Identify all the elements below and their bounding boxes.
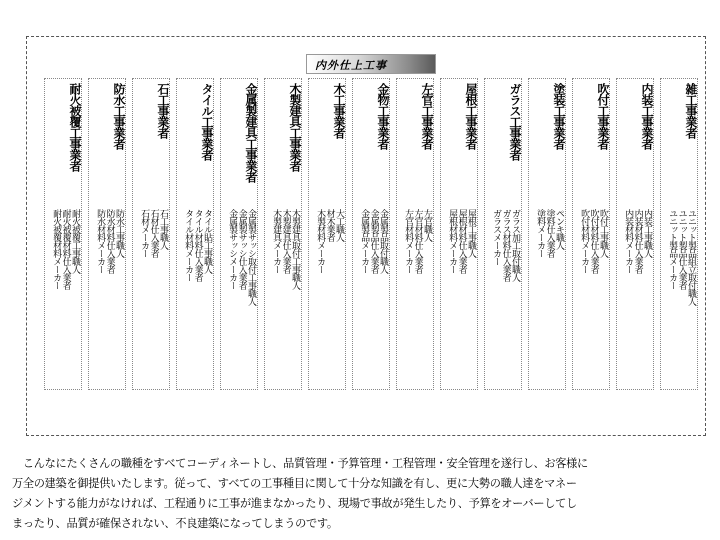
- trade-member: タイル貼工事職人: [202, 209, 212, 273]
- trade-name: 石工事業者: [156, 83, 170, 138]
- trade-column: [484, 78, 522, 390]
- trade-member: 内装材料仕入業者: [632, 209, 643, 273]
- trade-member-list: [491, 209, 519, 385]
- trade-member: 石工事職人: [158, 209, 168, 249]
- trade-member: 耐火被覆材料メーカー: [51, 209, 62, 289]
- trade-member: 塗料仕入業者: [544, 209, 555, 257]
- trade-member: ガラスメーカー: [491, 209, 502, 265]
- trade-name: 金物工事業者: [376, 83, 390, 149]
- trade-member: 木製建具メーカー: [271, 209, 282, 273]
- trade-name: 吹付工事業者: [596, 83, 610, 149]
- trade-member-list: [359, 209, 387, 385]
- trade-column: [308, 78, 346, 390]
- trade-member: ユニット製品メーカー: [667, 209, 678, 289]
- trade-member: 木製材料メーカー: [315, 209, 326, 273]
- trade-member: ユニット製品仕入業者: [676, 209, 687, 289]
- trade-member-list: [139, 209, 167, 385]
- trade-member: タイル材料仕入業者: [192, 209, 203, 281]
- trade-name: 屋根工事業者: [464, 83, 478, 149]
- description-line: まったり、品質が確保されない、不良建築になってしまうのです。: [12, 517, 338, 530]
- trade-name: 木工事業者: [332, 83, 346, 138]
- trade-column: [660, 78, 698, 390]
- trade-member: 防水材料メーカー: [95, 209, 106, 273]
- trade-column: [88, 78, 126, 390]
- trade-member-list: [227, 209, 255, 385]
- trade-column: [132, 78, 170, 390]
- trade-member-list: [447, 209, 475, 385]
- trade-column: [176, 78, 214, 390]
- trade-member-list: [315, 209, 343, 385]
- trade-member: 石材仕入業者: [148, 209, 159, 257]
- trade-name: 雑工事業者: [684, 83, 698, 138]
- trade-member: ガラス材料仕入業者: [500, 209, 511, 281]
- trade-column: [220, 78, 258, 390]
- trade-member: 防水工事職人: [114, 209, 124, 257]
- trade-member-list: [667, 209, 695, 385]
- trade-member: 金属製サッシメーカー: [227, 209, 238, 289]
- trade-member-list: [403, 209, 431, 385]
- trade-member: ユニット製品組立取付職人: [686, 209, 696, 305]
- trade-member: ガラス加工取付職人: [510, 209, 520, 281]
- trade-member-list: [623, 209, 651, 385]
- trade-member: 材木業者: [324, 209, 335, 241]
- trade-member: 内装工事職人: [642, 209, 652, 257]
- trade-member: 金属製品仕入業者: [368, 209, 379, 273]
- trade-member: 金属製品メーカー: [359, 209, 370, 273]
- trade-member: 吹付材料仕入業者: [588, 209, 599, 273]
- trade-member: 石材メーカー: [139, 209, 150, 257]
- trade-member-list: [579, 209, 607, 385]
- trade-member: 耐火被覆材料仕入業者: [60, 209, 71, 289]
- trade-member: 金属製サッシ取付工事職人: [246, 209, 256, 305]
- trade-member: 左官職人: [422, 209, 432, 241]
- trade-column: [572, 78, 610, 390]
- trade-member: 左官材料メーカー: [403, 209, 414, 273]
- trade-column: [440, 78, 478, 390]
- trade-column: [352, 78, 390, 390]
- trade-member-list: [51, 209, 79, 385]
- trade-name: 内装工事業者: [640, 83, 654, 149]
- trade-column: [528, 78, 566, 390]
- trade-name: 耐火被覆工事業者: [68, 83, 82, 171]
- trade-member: 木製建具取付工事職人: [290, 209, 300, 289]
- trade-member: 防水材料仕入業者: [104, 209, 115, 273]
- trade-name: 金属製建具工事業者: [244, 83, 258, 182]
- trade-name: 塗装工事業者: [552, 83, 566, 149]
- trade-member-list: [95, 209, 123, 385]
- trade-member: 金属製品取付職人: [378, 209, 388, 273]
- diagram-title: 内外仕上工事: [315, 59, 387, 72]
- trade-name: 防水工事業者: [112, 83, 126, 149]
- description-line: 万全の建築を御提供いたします。従って、すべての工事種目に関して十分な知識を有し、更に大勢の職人達をマネー: [12, 477, 577, 490]
- trade-member: 金属製サッシ仕入業者: [236, 209, 247, 289]
- trade-column: [616, 78, 654, 390]
- trade-member: 左官材料仕入業者: [412, 209, 423, 273]
- trade-name: ガラス工事業者: [508, 83, 522, 160]
- description-text: [12, 454, 712, 534]
- description-line: ジメントする能力がなければ、工程通りに工事が進まなかったり、現場で事故が発生したり、予算をオーバーしてし: [12, 497, 577, 510]
- trade-member: 吹付工事職人: [598, 209, 608, 257]
- trade-member: 塗料メーカー: [535, 209, 546, 257]
- trade-member: 屋根材料仕入業者: [456, 209, 467, 273]
- trade-name: タイル工事業者: [200, 83, 214, 160]
- trade-member: 屋根材料メーカー: [447, 209, 458, 273]
- trade-member: 耐火被覆工事職人: [70, 209, 80, 273]
- trade-member: 大工職人: [334, 209, 344, 241]
- trade-member: 屋根工事職人: [466, 209, 476, 257]
- trade-member: ペンキ職人: [554, 209, 564, 249]
- trade-name: 木製建具工事業者: [288, 83, 302, 171]
- trade-member: タイル材料メーカー: [183, 209, 194, 281]
- trade-member: 吹付材料メーカー: [579, 209, 590, 273]
- trade-column: [264, 78, 302, 390]
- trade-member-list: [535, 209, 563, 385]
- description-line: こんなにたくさんの職種をすべてコーディネートし、品質管理・予算管理・工程管理・安全管理を遂行し、お客様に: [12, 457, 588, 470]
- trade-column: [44, 78, 82, 390]
- diagram-title-bar: [306, 54, 436, 74]
- trade-member-list: [183, 209, 211, 385]
- trade-member: 木製建具仕入業者: [280, 209, 291, 273]
- trade-member: 内装材料メーカー: [623, 209, 634, 273]
- trade-column: [396, 78, 434, 390]
- trade-name: 左官工事業者: [420, 83, 434, 149]
- trade-member-list: [271, 209, 299, 385]
